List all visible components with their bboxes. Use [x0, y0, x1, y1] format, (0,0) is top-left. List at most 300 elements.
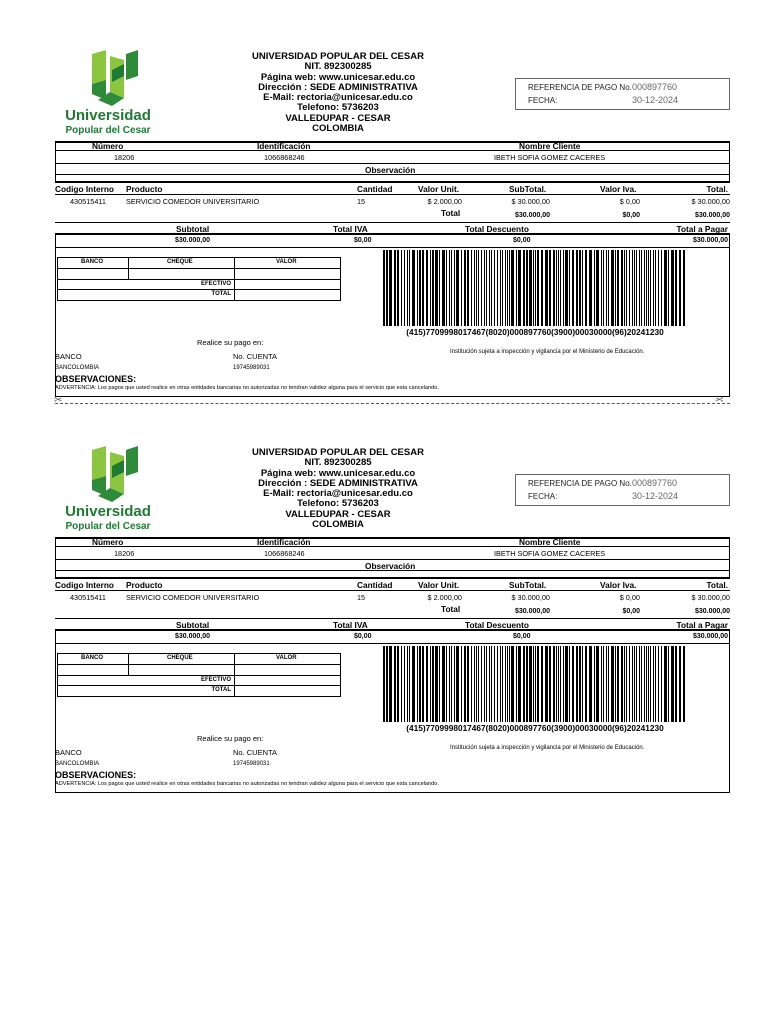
barcode-bar	[653, 250, 654, 326]
barcode-bar	[516, 646, 517, 722]
barcode-bar	[461, 250, 462, 326]
barcode-bar	[629, 250, 630, 326]
barcode-bar	[664, 250, 667, 326]
barcode-bar	[474, 646, 475, 722]
barcode-bar	[449, 646, 450, 722]
barcode-bar	[589, 646, 592, 722]
barcode-bar	[601, 646, 602, 722]
university-phone: Telefono: 5736203	[297, 498, 379, 510]
institution-note: Institución sujeta a inspección y vigilancia por el Ministerio de Educación.	[450, 349, 645, 355]
total-total: $30.000,00	[694, 608, 730, 615]
header-numero: Número	[92, 537, 124, 547]
barcode-bar	[560, 646, 561, 722]
barcode-bar	[655, 646, 656, 722]
reference-value: 000897760	[632, 82, 678, 92]
total-iva: $0,00	[622, 212, 640, 219]
barcode-bar	[650, 250, 651, 326]
realice-label: Realice su pago en:	[197, 734, 264, 743]
university-city: VALLEDUPAR - CESAR	[285, 508, 391, 520]
paybox-efectivo: EFECTIVO	[200, 677, 231, 683]
paybox-total: TOTAL	[211, 291, 231, 297]
logo-text-2: Popular del Cesar	[65, 125, 151, 136]
header-producto: Producto	[126, 580, 163, 590]
barcode-bar	[422, 646, 424, 722]
barcode-bar	[671, 250, 674, 326]
university-logo	[65, 50, 151, 136]
barcode-bar	[563, 250, 564, 326]
logo-text-2: Popular del Cesar	[65, 521, 151, 532]
scissors-icon: ✂	[54, 395, 63, 406]
barcode-bar	[545, 646, 548, 722]
barcode-bar	[661, 646, 662, 722]
barcode-bar	[661, 250, 662, 326]
row-subtotal: $ 30.000,00	[511, 197, 550, 206]
reference-box	[515, 474, 730, 506]
total-total: $30.000,00	[694, 212, 730, 219]
barcode-bar	[576, 646, 578, 722]
barcode-bar	[582, 250, 583, 326]
barcode-bar	[412, 250, 415, 326]
university-email: E-Mail: rectoria@unicesar.edu.co	[263, 92, 413, 104]
barcode-bar	[467, 646, 469, 722]
barcode-bar	[569, 646, 570, 722]
barcode-bar	[397, 646, 399, 722]
header-numero: Número	[92, 141, 124, 151]
barcode-bar	[668, 250, 669, 326]
header-identificacion: Identificación	[257, 537, 311, 547]
barcode-bar	[621, 250, 623, 326]
payment-box	[57, 653, 341, 697]
barcode-bar	[565, 250, 568, 326]
barcode-text: (415)7709998017467(8020)000897760(3900)00030000(96)20241230	[406, 327, 664, 337]
barcode-bar	[454, 646, 455, 722]
summary-descuento-value: $0,00	[513, 633, 531, 640]
barcode-bar	[389, 646, 392, 722]
barcode-bar	[621, 646, 623, 722]
barcode-bar	[484, 646, 485, 722]
date-value: 30-12-2024	[632, 95, 679, 105]
barcode-bar	[497, 646, 498, 722]
barcode-bar	[639, 646, 640, 722]
barcode-bar	[634, 250, 635, 326]
total-label: Total	[441, 208, 461, 218]
university-header	[228, 52, 448, 134]
barcode-bar	[526, 250, 528, 326]
barcode-bar	[446, 250, 447, 326]
university-country: COLOMBIA	[312, 123, 364, 135]
barcode-bar	[529, 250, 532, 326]
observacion-label: Observación	[365, 561, 416, 571]
observaciones-title: OBSERVACIONES:	[55, 770, 137, 780]
barcode-bar	[523, 646, 525, 722]
barcode-bar	[491, 646, 492, 722]
barcode-bar	[489, 646, 490, 722]
barcode-bar	[505, 250, 506, 326]
barcode-bar	[615, 250, 616, 326]
barcode-bar	[481, 250, 482, 326]
barcode-bar	[491, 250, 492, 326]
barcode-bar	[533, 646, 534, 722]
date-value: 30-12-2024	[632, 491, 679, 501]
total-subtotal: $30.000,00	[514, 212, 550, 219]
paybox-valor: VALOR	[276, 655, 297, 661]
client-identificacion: 1066868246	[264, 153, 305, 162]
bank-value: BANCOLOMBIA	[55, 365, 100, 371]
summary-descuento-value: $0,00	[513, 237, 531, 244]
barcode-bar	[611, 646, 614, 722]
barcode-bar	[589, 250, 592, 326]
barcode-bar	[456, 646, 459, 722]
summary-total-pagar-value: $30.000,00	[692, 633, 728, 640]
barcode-bar	[426, 250, 428, 326]
barcode-bar	[596, 646, 599, 722]
barcode-bar	[668, 646, 669, 722]
barcode	[381, 646, 687, 722]
bank-label: BANCO	[55, 352, 82, 361]
barcode-bar	[683, 646, 685, 722]
paybox-cheque: CHEQUE	[167, 259, 193, 265]
university-name: UNIVERSIDAD POPULAR DEL CESAR	[252, 51, 424, 62]
barcode-bar	[518, 646, 521, 722]
barcode-bar	[507, 646, 508, 722]
barcode-bar	[537, 250, 539, 326]
barcode-bar	[401, 646, 402, 722]
barcode-bar	[454, 250, 455, 326]
barcode-bar	[505, 646, 506, 722]
barcode-bar	[439, 646, 440, 722]
barcode-bar	[386, 646, 388, 722]
barcode-bar	[481, 646, 482, 722]
cut-line	[55, 403, 730, 404]
invoice-copy	[0, 0, 768, 396]
paybox-efectivo: EFECTIVO	[200, 281, 231, 287]
university-city: VALLEDUPAR - CESAR	[285, 112, 391, 124]
barcode-bar	[606, 250, 607, 326]
barcode-bar	[500, 250, 501, 326]
barcode-bar	[606, 646, 607, 722]
summary-subtotal-label: Subtotal	[176, 224, 210, 234]
account-value: 19745989031	[233, 761, 270, 767]
barcode-bar	[476, 646, 477, 722]
barcode-bar	[596, 250, 599, 326]
header-producto: Producto	[126, 184, 163, 194]
barcode-bar	[572, 646, 574, 722]
client-nombre: IBETH SOFIA GOMEZ CACERES	[494, 153, 606, 162]
barcode-bar	[484, 250, 485, 326]
summary-subtotal-label: Subtotal	[176, 620, 210, 630]
barcode-bar	[383, 250, 385, 326]
barcode-bar	[648, 250, 649, 326]
barcode-bar	[451, 646, 452, 722]
barcode-bar	[675, 250, 677, 326]
university-logo	[65, 446, 151, 532]
summary-descuento-label: Total Descuento	[465, 224, 529, 234]
summary-iva-value: $0,00	[354, 237, 372, 244]
summary-subtotal-value: $30.000,00	[175, 237, 211, 244]
barcode-bar	[417, 646, 418, 722]
barcode-bar	[671, 646, 674, 722]
summary-iva-value: $0,00	[354, 633, 372, 640]
barcode-bar	[558, 646, 559, 722]
barcode-bar	[456, 250, 459, 326]
barcode-bar	[641, 250, 642, 326]
barcode-bar	[644, 250, 645, 326]
university-phone: Telefono: 5736203	[297, 102, 379, 114]
barcode-bar	[523, 250, 525, 326]
barcode-bar	[486, 646, 487, 722]
header-codigo: Codigo Interno	[55, 580, 114, 590]
barcode-bar	[494, 646, 495, 722]
barcode-bar	[624, 250, 625, 326]
row-valor-iva: $ 0,00	[619, 593, 640, 602]
barcode-bar	[594, 250, 595, 326]
barcode-bar	[407, 646, 408, 722]
header-total: Total.	[706, 580, 728, 590]
barcode-bar	[439, 250, 440, 326]
barcode-bar	[404, 250, 405, 326]
summary-iva-label: Total IVA	[333, 620, 368, 630]
row-valor-unit: $ 2.000,00	[427, 197, 462, 206]
realice-label: Realice su pago en:	[197, 338, 264, 347]
row-producto: SERVICIO COMEDOR UNIVERSITARIO	[126, 197, 260, 206]
barcode-bar	[650, 646, 651, 722]
paybox-cheque: CHEQUE	[167, 655, 193, 661]
barcode-bar	[389, 250, 392, 326]
row-codigo: 430515411	[70, 593, 106, 602]
client-numero: 18206	[114, 153, 135, 162]
total-subtotal: $30.000,00	[514, 608, 550, 615]
barcode-bar	[655, 250, 656, 326]
barcode-bar	[476, 250, 477, 326]
header-nombre-cliente: Nombre Cliente	[519, 537, 581, 547]
barcode-bar	[626, 646, 627, 722]
barcode-bar	[679, 250, 681, 326]
university-address: Dirección : SEDE ADMINISTRATIVA	[258, 477, 418, 489]
barcode-bar	[537, 646, 539, 722]
barcode-bar	[529, 646, 532, 722]
reference-label: REFERENCIA DE PAGO No.	[528, 83, 632, 92]
barcode-bar	[579, 646, 581, 722]
account-value: 19745989031	[233, 365, 270, 371]
barcode-bar	[535, 646, 536, 722]
university-address: Dirección : SEDE ADMINISTRATIVA	[258, 81, 418, 93]
row-producto: SERVICIO COMEDOR UNIVERSITARIO	[126, 593, 260, 602]
header-identificacion: Identificación	[257, 141, 311, 151]
row-valor-iva: $ 0,00	[619, 197, 640, 206]
barcode-bar	[412, 646, 415, 722]
barcode-bar	[511, 646, 514, 722]
barcode-bar	[558, 250, 559, 326]
account-label: No. CUENTA	[233, 748, 278, 757]
advertencia-text: ADVERTENCIA: Los pagos que usted realice en otras entidades bancarias no autorizadas no tendran validez alguna para el servicio que esta cancelando.	[55, 385, 439, 391]
barcode-bar	[461, 646, 462, 722]
barcode-bar	[507, 250, 508, 326]
summary-total-pagar-value: $30.000,00	[692, 237, 728, 244]
reference-box	[515, 78, 730, 110]
barcode-bar	[644, 646, 645, 722]
header-codigo: Codigo Interno	[55, 184, 114, 194]
barcode-bar	[617, 646, 619, 722]
barcode-bar	[624, 646, 625, 722]
barcode-bar	[451, 250, 452, 326]
barcode-bar	[511, 250, 514, 326]
barcode-bar	[565, 646, 568, 722]
client-numero: 18206	[114, 549, 135, 558]
header-valor-unit: Valor Unit.	[418, 580, 460, 590]
barcode-bar	[471, 250, 472, 326]
payment-box	[57, 257, 341, 301]
barcode-bar	[474, 250, 475, 326]
barcode-bar	[653, 646, 654, 722]
header-subtotal: SubTotal.	[509, 184, 547, 194]
barcode-bar	[545, 250, 548, 326]
barcode-bar	[549, 250, 551, 326]
barcode-bar	[471, 646, 472, 722]
barcode-bar	[675, 646, 677, 722]
university-country: COLOMBIA	[312, 519, 364, 531]
barcode-bar	[617, 250, 619, 326]
barcode-bar	[404, 646, 405, 722]
barcode-bar	[608, 250, 609, 326]
barcode-bar	[585, 646, 587, 722]
paybox-banco: BANCO	[81, 655, 103, 661]
invoice-copy	[0, 396, 768, 792]
barcode-bar	[553, 250, 555, 326]
barcode-bar	[419, 646, 421, 722]
paybox-total: TOTAL	[211, 687, 231, 693]
advertencia-text: ADVERTENCIA: Los pagos que usted realice en otras entidades bancarias no autorizadas no tendran validez alguna para el servicio que esta cancelando.	[55, 781, 439, 787]
row-cantidad: 15	[357, 197, 366, 206]
barcode-bar	[541, 646, 543, 722]
barcode-bar	[409, 646, 410, 722]
row-valor-unit: $ 2.000,00	[427, 593, 462, 602]
paybox-valor: VALOR	[276, 259, 297, 265]
barcode-bar	[636, 646, 637, 722]
barcode-bar	[430, 250, 431, 326]
barcode-bar	[603, 646, 604, 722]
reference-label: REFERENCIA DE PAGO No.	[528, 479, 632, 488]
barcode-bar	[576, 250, 578, 326]
barcode-bar	[509, 646, 510, 722]
bank-label: BANCO	[55, 748, 82, 757]
summary-total-pagar-label: Total a Pagar	[676, 620, 728, 630]
barcode-text: (415)7709998017467(8020)000897760(3900)00030000(96)20241230	[406, 723, 664, 733]
header-subtotal: SubTotal.	[509, 580, 547, 590]
barcode-bar	[526, 646, 528, 722]
logo-text-1: Universidad	[65, 503, 151, 520]
barcode-bar	[634, 646, 635, 722]
barcode-bar	[632, 646, 633, 722]
paybox-banco: BANCO	[81, 259, 103, 265]
row-total: $ 30.000,00	[691, 197, 730, 206]
barcode-bar	[397, 250, 399, 326]
barcode-bar	[432, 646, 434, 722]
summary-descuento-label: Total Descuento	[465, 620, 529, 630]
reference-value: 000897760	[632, 478, 678, 488]
barcode-bar	[664, 646, 667, 722]
barcode-bar	[629, 646, 630, 722]
barcode-bar	[407, 250, 408, 326]
summary-iva-label: Total IVA	[333, 224, 368, 234]
barcode-bar	[435, 250, 438, 326]
barcode-bar	[442, 250, 445, 326]
barcode-bar	[646, 250, 647, 326]
barcode-bar	[549, 646, 551, 722]
logo-text-1: Universidad	[65, 107, 151, 124]
barcode-bar	[417, 250, 418, 326]
client-nombre: IBETH SOFIA GOMEZ CACERES	[494, 549, 606, 558]
total-label: Total	[441, 604, 461, 614]
barcode	[381, 250, 687, 326]
barcode-bar	[585, 250, 587, 326]
barcode-bar	[626, 250, 627, 326]
row-subtotal: $ 30.000,00	[511, 593, 550, 602]
barcode-bar	[419, 250, 421, 326]
barcode-bar	[502, 250, 503, 326]
row-total: $ 30.000,00	[691, 593, 730, 602]
barcode-bar	[494, 250, 495, 326]
barcode-bar	[478, 646, 479, 722]
bank-value: BANCOLOMBIA	[55, 761, 100, 767]
summary-subtotal-value: $30.000,00	[175, 633, 211, 640]
header-valor-unit: Valor Unit.	[418, 184, 460, 194]
barcode-bar	[601, 250, 602, 326]
barcode-bar	[641, 646, 642, 722]
barcode-bar	[646, 646, 647, 722]
barcode-bar	[509, 250, 510, 326]
barcode-bar	[502, 646, 503, 722]
barcode-bar	[446, 646, 447, 722]
total-iva: $0,00	[622, 608, 640, 615]
university-name: UNIVERSIDAD POPULAR DEL CESAR	[252, 447, 424, 458]
barcode-bar	[636, 250, 637, 326]
summary-total-pagar-label: Total a Pagar	[676, 224, 728, 234]
barcode-bar	[432, 250, 434, 326]
scissors-icon: ✂	[715, 395, 724, 406]
barcode-bar	[401, 250, 402, 326]
barcode-bar	[409, 250, 410, 326]
date-label: FECHA:	[528, 96, 558, 105]
header-valor-iva: Valor Iva.	[600, 184, 637, 194]
barcode-bar	[449, 250, 450, 326]
barcode-bar	[533, 250, 534, 326]
date-label: FECHA:	[528, 492, 558, 501]
observaciones-title: OBSERVACIONES:	[55, 374, 137, 384]
barcode-bar	[579, 250, 581, 326]
barcode-bar	[535, 250, 536, 326]
barcode-bar	[683, 250, 685, 326]
barcode-bar	[648, 646, 649, 722]
barcode-bar	[553, 646, 555, 722]
university-web: Página web: www.unicesar.edu.co	[260, 467, 416, 479]
barcode-bar	[658, 646, 659, 722]
barcode-bar	[563, 646, 564, 722]
barcode-bar	[442, 646, 445, 722]
barcode-bar	[679, 646, 681, 722]
university-nit: NIT. 892300285	[304, 457, 372, 469]
barcode-bar	[422, 250, 424, 326]
header-valor-iva: Valor Iva.	[600, 580, 637, 590]
barcode-bar	[478, 250, 479, 326]
barcode-bar	[467, 250, 469, 326]
barcode-bar	[603, 250, 604, 326]
barcode-bar	[658, 250, 659, 326]
barcode-bar	[430, 646, 431, 722]
barcode-bar	[615, 646, 616, 722]
barcode-bar	[489, 250, 490, 326]
barcode-bar	[464, 646, 466, 722]
header-nombre-cliente: Nombre Cliente	[519, 141, 581, 151]
